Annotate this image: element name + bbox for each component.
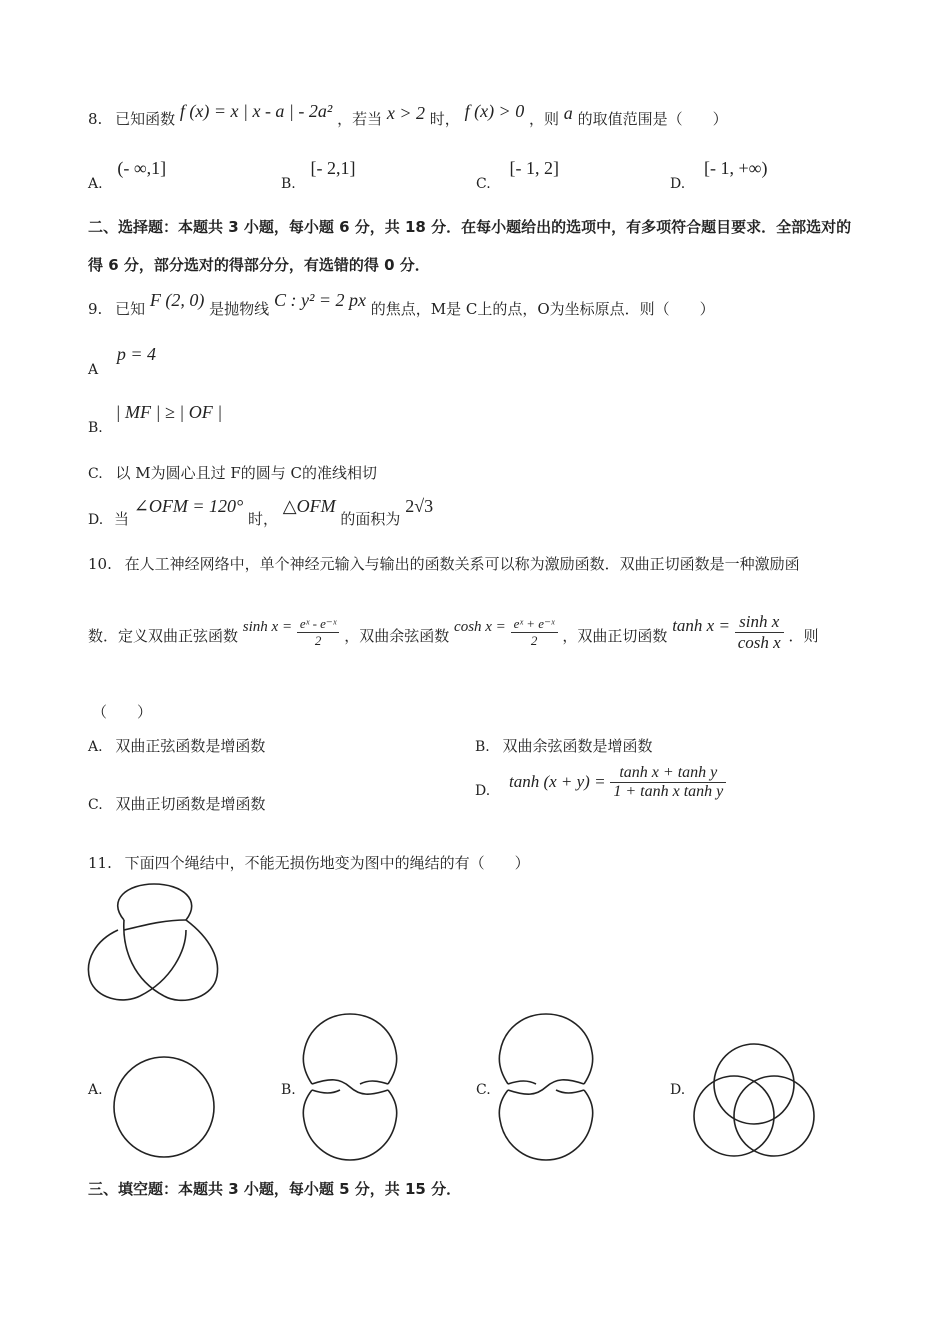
trefoil-knot-figure bbox=[82, 880, 227, 1010]
twisted-double-loop-icon-c[interactable] bbox=[496, 1012, 596, 1162]
q10-line-1: 10. 在人工神经网络中，单个神经元输入与输出的函数关系可以称为激励函数．双曲正切函数是一种激励函 bbox=[88, 555, 800, 573]
q8-number: 8. bbox=[88, 110, 103, 128]
q8-stem: 8. 已知函数 f (x) = x | x - a | - 2a² ，若当 x > 2 时， f (x) > 0 ，则 a 的取值范围是（ ） bbox=[88, 101, 728, 128]
q11-stem: 11. 下面四个绳结中，不能无损伤地变为图中的绳结的有（ ） bbox=[88, 854, 530, 872]
q9-option-c[interactable]: C. 以 M为圆心且过 F的圆与 C的准线相切 bbox=[88, 464, 378, 482]
q11-option-c-label[interactable]: C. bbox=[476, 1082, 491, 1098]
twisted-double-loop-icon-b[interactable] bbox=[300, 1012, 400, 1162]
q8-option-b[interactable]: B. [- 2,1] bbox=[281, 158, 356, 192]
q11-number: 11. bbox=[88, 854, 112, 872]
q8-option-c[interactable]: C. [- 1, 2] bbox=[476, 158, 559, 192]
q9-number: 9. bbox=[88, 300, 103, 318]
q10-option-b[interactable]: B. 双曲余弦函数是增函数 bbox=[475, 737, 653, 755]
q8-inequality: f (x) > 0 bbox=[464, 101, 525, 121]
q8-condition: x > 2 bbox=[386, 103, 425, 123]
section-2-heading-line-1: 二、选择题：本题共 3 小题，每小题 6 分，共 18 分．在每小题给出的选项中，有多项符合题目要求．全部选对的 bbox=[88, 218, 852, 236]
borromean-rings-icon[interactable] bbox=[692, 1040, 816, 1158]
q10-line-2: 数．定义双曲正弦函数 sinh x = $\frac{\text{eˣ - e⁻ˣ}}{2}$ ，双曲余弦函数 cosh x = $\frac{\text{eˣ + e⁻ˣ}}{2}$ ，双曲正切函数 tanh x = $\frac{\text{sinh x}}{\text{cosh x}}$ ．则 bbox=[88, 612, 819, 652]
q11-option-d-label[interactable]: D. bbox=[670, 1082, 686, 1098]
cosh-fraction: $\frac{\text{eˣ + e⁻ˣ}}{2}$ bbox=[511, 616, 558, 649]
q9-parabola: C : y² = 2 px bbox=[273, 290, 366, 310]
tanh-fraction: $\frac{\text{sinh x}}{\text{cosh x}}$ bbox=[735, 612, 784, 653]
q9-focus: F (2, 0) bbox=[149, 290, 205, 310]
section-3-heading: 三、填空题：本题共 3 小题，每小题 5 分，共 15 分． bbox=[88, 1180, 462, 1198]
q10-option-d[interactable]: D. tanh (x + y) = $\frac{\text{tanh x + tanh y}}{\text{1 + tanh x tanh y}}$ bbox=[475, 764, 726, 801]
unknot-circle-icon[interactable] bbox=[110, 1055, 218, 1159]
section-2-heading-line-2: 得 6 分，部分选对的得部分分，有选错的得 0 分． bbox=[88, 256, 430, 274]
q9-stem: 9. 已知 F (2, 0) 是抛物线 C : y² = 2 px 的焦点，M是 C上的点，O为坐标原点．则（ ） bbox=[88, 290, 715, 318]
q10-answer-paren: （ ） bbox=[92, 703, 153, 721]
q8-option-d[interactable]: D. [- 1, +∞) bbox=[670, 158, 768, 192]
tanh-sum-fraction: $\frac{\text{tanh x + tanh y}}{\text{1 + tanh x tanh y}}$ bbox=[610, 764, 726, 801]
q8-option-a[interactable]: A. (- ∞,1] bbox=[88, 158, 167, 192]
q9-option-a[interactable]: A p = 4 bbox=[88, 344, 157, 378]
q11-option-b-label[interactable]: B. bbox=[281, 1082, 296, 1098]
q10-number: 10. bbox=[88, 555, 112, 573]
sinh-fraction: $\frac{\text{eˣ - e⁻ˣ}}{2}$ bbox=[297, 616, 340, 649]
q8-function: f (x) = x | x - a | - 2a² bbox=[179, 101, 333, 121]
q11-option-a-label[interactable]: A. bbox=[88, 1082, 103, 1098]
q10-option-a[interactable]: A. 双曲正弦函数是增函数 bbox=[88, 737, 266, 755]
q10-option-c[interactable]: C. 双曲正切函数是增函数 bbox=[88, 795, 266, 813]
q8-variable: a bbox=[563, 103, 573, 123]
q9-option-b[interactable]: B. | MF | ≥ | OF | bbox=[88, 402, 223, 436]
q9-option-d[interactable]: D. 当 ∠OFM = 120° 时， △OFM 的面积为 2√3 bbox=[88, 496, 434, 528]
